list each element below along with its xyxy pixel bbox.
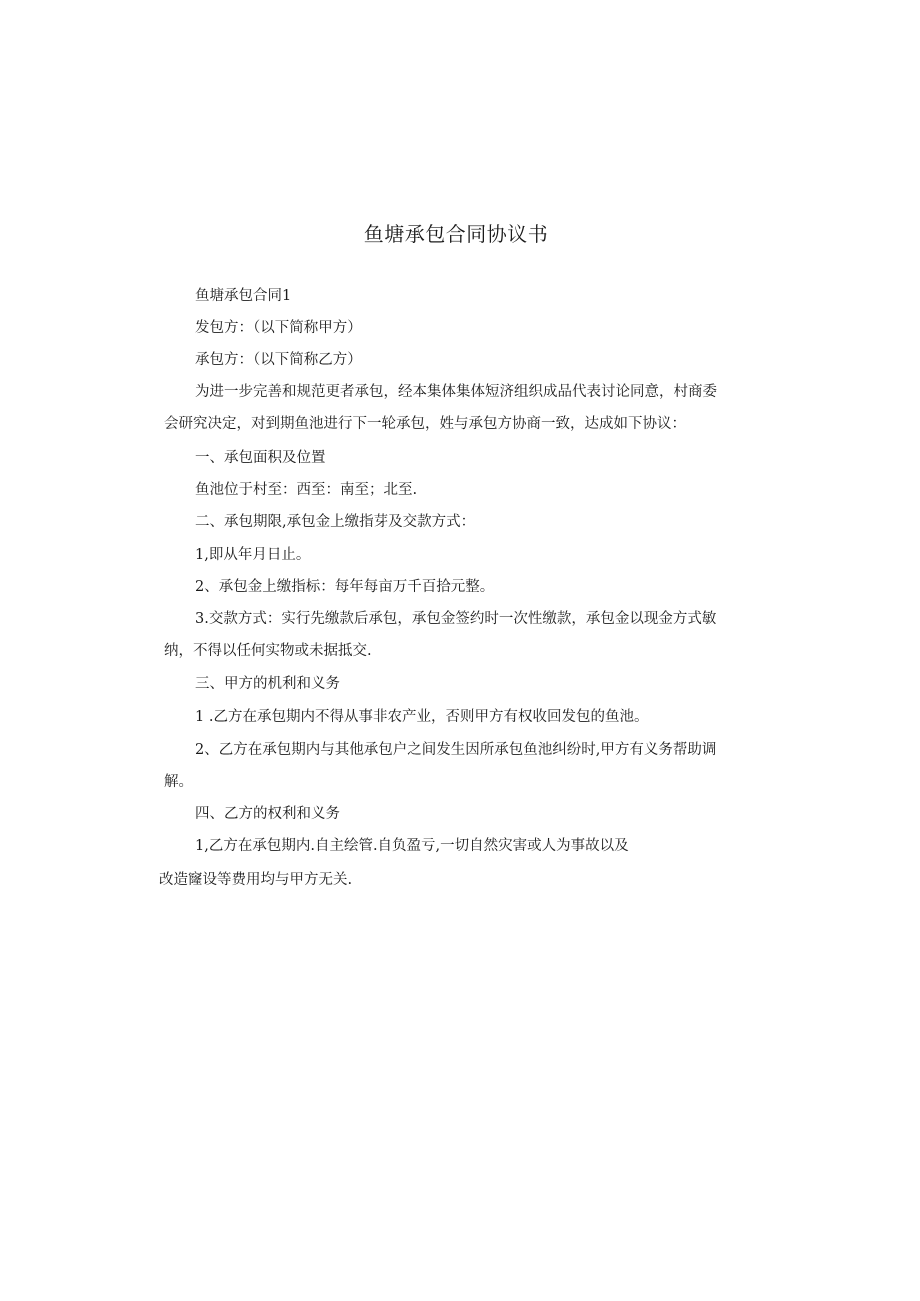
section-2-item-2: 2、承包金上缴指标：每年每亩万千百拾元整。: [195, 579, 495, 595]
section-2-item-3-line-1: 3.交款方式：实行先缴款后承包，承包金签约时一次性缴款，承包金以现金方式敏: [195, 611, 717, 627]
section-4-item-1-line-1: 1,乙方在承包期内.自主绘管.自负盈亏,一切自然灾害或人为事故以及: [195, 838, 629, 854]
section-1-heading: 一、承包面积及位置: [195, 450, 326, 466]
section-2-item-3-line-2: 纳，不得以任何实物或未据抵交.: [164, 643, 372, 659]
party-a-line: 发包方：（以下简称甲方）: [195, 320, 362, 336]
party-b-line: 承包方：（以下简称乙方）: [195, 352, 362, 368]
preamble-line-1: 为进一步完善和规范更者承包，经本集体集体短济组织成品代表讨论同意，村商委: [195, 384, 717, 400]
section-2-heading: 二、承包期限,承包金上缴指芽及交款方式：: [195, 514, 476, 530]
contract-subtitle: 鱼塘承包合同1: [195, 288, 292, 304]
section-3-item-1: 1 .乙方在承包期内不得从事非农产业，否则甲方有权收回发包的鱼池。: [195, 709, 649, 725]
document-title: 鱼塘承包合同协议书: [363, 222, 549, 246]
section-4-item-1-line-2: 改造窿设等费用均与甲方无关.: [159, 872, 353, 888]
section-3-item-2-line-2: 解。: [164, 774, 193, 790]
section-3-heading: 三、甲方的机利和义务: [195, 676, 340, 692]
section-1-text: 鱼池位于村至：西至：南至；北至.: [195, 482, 418, 498]
section-3-item-2-line-1: 2、乙方在承包期内与其他承包户之间发生因所承包鱼池纠纷时,甲方有义务帮助调: [195, 742, 717, 758]
section-4-heading: 四、乙方的权利和义务: [195, 806, 340, 822]
preamble-line-2: 会研究决定，对到期鱼池进行下一轮承包，姓与承包方协商一致，达成如下协议：: [164, 416, 686, 432]
section-2-item-1: 1,即从年月日止。: [195, 547, 311, 563]
